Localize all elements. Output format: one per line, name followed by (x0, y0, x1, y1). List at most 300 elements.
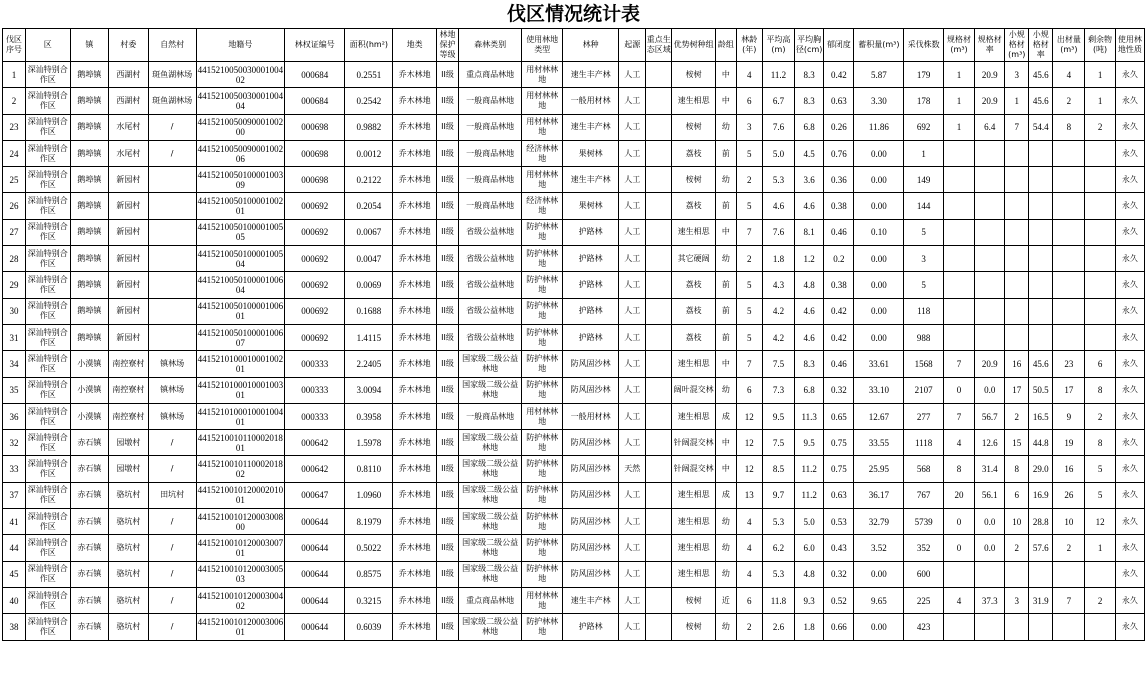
table-cell: 前 (715, 140, 736, 166)
table-cell: 永久 (1115, 193, 1144, 219)
table-cell: 000692 (285, 272, 345, 298)
table-cell: 斑鱼湖林场 (148, 62, 196, 88)
table-cell (646, 614, 672, 640)
table-row (3, 114, 1145, 140)
table-cell: 8.3 (795, 88, 824, 114)
table-cell: 441521010001000100201 (196, 351, 284, 377)
table-cell: 441521005003000100404 (196, 88, 284, 114)
table-cell: 28.8 (1029, 509, 1053, 535)
table-cell: 5.3 (762, 561, 794, 587)
table-cell: II级 (437, 140, 459, 166)
table-cell: 000692 (285, 298, 345, 324)
table-cell: 深汕特别合作区 (25, 456, 70, 482)
table-cell: 乔木林地 (393, 351, 437, 377)
table-cell: 8.1 (795, 219, 824, 245)
table-cell: 15 (1005, 430, 1029, 456)
table-cell: 镇林场 (148, 351, 196, 377)
table-cell: 4.6 (795, 193, 824, 219)
table-cell: / (148, 561, 196, 587)
table-cell: 5 (904, 219, 944, 245)
table-cell: 0.2542 (345, 88, 393, 114)
table-cell: 41 (3, 509, 26, 535)
table-cell (1053, 272, 1085, 298)
table-cell: 5 (736, 324, 762, 350)
table-cell (148, 219, 196, 245)
table-cell: 000644 (285, 509, 345, 535)
table-cell: 2107 (904, 377, 944, 403)
table-cell: / (148, 114, 196, 140)
table-cell: II级 (437, 193, 459, 219)
table-cell: 0.46 (824, 351, 854, 377)
table-cell: 1 (1085, 62, 1115, 88)
table-cell: 鹅埠镇 (70, 298, 109, 324)
table-cell (975, 246, 1005, 272)
table-cell: 一般商品林地 (458, 403, 522, 429)
table-cell: 0.38 (824, 193, 854, 219)
column-header: 起源 (619, 29, 646, 62)
table-cell: 441521005010000100201 (196, 193, 284, 219)
table-cell (943, 272, 974, 298)
table-cell: 速生相思 (672, 509, 716, 535)
table-cell: 防护林林地 (522, 614, 563, 640)
table-cell: 用材林林地 (522, 167, 563, 193)
table-cell: 441521010001000100401 (196, 403, 284, 429)
table-cell: 近 (715, 587, 736, 613)
table-cell: 国家级二级公益林地 (458, 561, 522, 587)
table-cell: 20 (943, 482, 974, 508)
table-cell: 34 (3, 351, 26, 377)
table-cell: 0.00 (854, 140, 904, 166)
table-cell: 000698 (285, 167, 345, 193)
table-cell: 5.0 (795, 509, 824, 535)
table-cell: 1 (943, 88, 974, 114)
table-cell: 鹅埠镇 (70, 219, 109, 245)
table-cell: 45 (3, 561, 26, 587)
table-cell: 深汕特别合作区 (25, 272, 70, 298)
table-cell: 2 (1085, 587, 1115, 613)
table-cell: 永久 (1115, 246, 1144, 272)
table-cell: 25.95 (854, 456, 904, 482)
table-cell: 人工 (619, 535, 646, 561)
table-cell: 179 (904, 62, 944, 88)
table-cell: 568 (904, 456, 944, 482)
table-cell: 中 (715, 219, 736, 245)
table-cell (148, 324, 196, 350)
table-cell: 防护林林地 (522, 298, 563, 324)
table-cell (1005, 246, 1029, 272)
table-cell: 352 (904, 535, 944, 561)
table-cell (646, 377, 672, 403)
table-cell: 000647 (285, 482, 345, 508)
table-cell: 乔木林地 (393, 509, 437, 535)
table-cell: 0.0047 (345, 246, 393, 272)
table-cell (646, 561, 672, 587)
table-cell: 防护林林地 (522, 509, 563, 535)
table-cell: 4.3 (762, 272, 794, 298)
table-cell: 3 (1005, 587, 1029, 613)
table-cell: II级 (437, 430, 459, 456)
table-cell: 0.63 (824, 482, 854, 508)
table-cell: 4 (943, 587, 974, 613)
table-cell: 速生相思 (672, 482, 716, 508)
table-cell: 9.3 (795, 587, 824, 613)
table-cell: 0.2551 (345, 62, 393, 88)
table-cell: 1 (1085, 535, 1115, 561)
table-cell: 南控寮村 (109, 377, 149, 403)
table-cell: 000333 (285, 403, 345, 429)
table-cell: 速生相思 (672, 403, 716, 429)
table-cell: 深汕特别合作区 (25, 62, 70, 88)
table-cell (646, 219, 672, 245)
table-row (3, 456, 1145, 482)
table-cell: 护路林 (562, 246, 618, 272)
table-cell (646, 272, 672, 298)
table-cell: 54.4 (1029, 114, 1053, 140)
table-cell: 0.6039 (345, 614, 393, 640)
table-cell: 692 (904, 114, 944, 140)
table-cell: 荔枝 (672, 324, 716, 350)
table-row (3, 614, 1145, 640)
table-cell: 1 (3, 62, 26, 88)
table-cell: 4.6 (795, 324, 824, 350)
column-header: 平均胸径(cm) (795, 29, 824, 62)
table-cell: 防护林林地 (522, 246, 563, 272)
table-cell (646, 193, 672, 219)
table-cell: 深汕特别合作区 (25, 298, 70, 324)
table-cell: 5.0 (762, 140, 794, 166)
table-cell: 1 (1005, 88, 1029, 114)
table-cell: 0.32 (824, 377, 854, 403)
column-header: 平均高(m) (762, 29, 794, 62)
table-cell: 6 (736, 377, 762, 403)
table-cell (646, 430, 672, 456)
table-cell: 23 (1053, 351, 1085, 377)
table-cell (943, 193, 974, 219)
table-cell: 0.2122 (345, 167, 393, 193)
table-cell: II级 (437, 298, 459, 324)
table-cell: 防护林林地 (522, 561, 563, 587)
table-cell: 1568 (904, 351, 944, 377)
table-cell: 0.76 (824, 140, 854, 166)
table-cell: 5 (1085, 482, 1115, 508)
table-cell: 441521005010000100607 (196, 324, 284, 350)
table-cell: 0.36 (824, 167, 854, 193)
table-cell: 一般用材林 (562, 88, 618, 114)
table-cell: 0.00 (854, 324, 904, 350)
table-cell (943, 298, 974, 324)
table-cell (1005, 298, 1029, 324)
table-cell: 防护林林地 (522, 351, 563, 377)
table-cell: 3.30 (854, 88, 904, 114)
table-cell: 7 (1005, 114, 1029, 140)
table-cell: 000692 (285, 324, 345, 350)
table-cell: 乔木林地 (393, 114, 437, 140)
column-header: 地类 (393, 29, 437, 62)
table-cell: 新园村 (109, 272, 149, 298)
table-cell: 1 (904, 140, 944, 166)
table-cell: 000692 (285, 219, 345, 245)
table-cell (1085, 193, 1115, 219)
column-header: 规格材(m³) (943, 29, 974, 62)
table-cell: 防风固沙林 (562, 482, 618, 508)
table-cell: 0.65 (824, 403, 854, 429)
table-cell: 5 (736, 140, 762, 166)
table-row (3, 482, 1145, 508)
table-cell: 国家级二级公益林地 (458, 456, 522, 482)
table-cell: 深汕特别合作区 (25, 193, 70, 219)
table-cell: 28 (3, 246, 26, 272)
table-cell: II级 (437, 377, 459, 403)
table-cell: 6.7 (762, 88, 794, 114)
table-cell: 省级公益林地 (458, 324, 522, 350)
table-cell: 荔枝 (672, 193, 716, 219)
table-row (3, 140, 1145, 166)
table-cell: 37.3 (975, 587, 1005, 613)
table-cell: 乔木林地 (393, 561, 437, 587)
column-header: 优势树种组 (672, 29, 716, 62)
table-cell: 6 (1085, 351, 1115, 377)
table-cell: 防护林林地 (522, 482, 563, 508)
table-cell: 护路林 (562, 272, 618, 298)
table-cell: 一般商品林地 (458, 193, 522, 219)
table-cell: 000644 (285, 614, 345, 640)
table-cell: 000644 (285, 587, 345, 613)
table-cell (1053, 324, 1085, 350)
table-cell: 0.5022 (345, 535, 393, 561)
table-cell: 6.4 (975, 114, 1005, 140)
table-cell (1053, 167, 1085, 193)
table-cell: 深汕特别合作区 (25, 614, 70, 640)
table-cell: / (148, 140, 196, 166)
table-cell: 7.5 (762, 430, 794, 456)
table-cell: 防护林林地 (522, 377, 563, 403)
table-cell: 永久 (1115, 509, 1144, 535)
table-cell: 6 (736, 88, 762, 114)
table-cell: 新园村 (109, 167, 149, 193)
table-cell: 乔木林地 (393, 272, 437, 298)
table-cell: II级 (437, 167, 459, 193)
column-header: 规格材率 (975, 29, 1005, 62)
table-cell: 人工 (619, 587, 646, 613)
table-cell: 中 (715, 456, 736, 482)
table-row (3, 219, 1145, 245)
table-cell: 26 (1053, 482, 1085, 508)
table-cell: 鹅埠镇 (70, 324, 109, 350)
table-cell: 000698 (285, 114, 345, 140)
column-header: 采伐株数 (904, 29, 944, 62)
table-cell: 人工 (619, 219, 646, 245)
table-cell: 3 (904, 246, 944, 272)
table-cell: II级 (437, 324, 459, 350)
table-cell: 幼 (715, 167, 736, 193)
table-cell: 乔木林地 (393, 140, 437, 166)
table-cell: 永久 (1115, 561, 1144, 587)
table-cell: 赤石镇 (70, 509, 109, 535)
table-cell: 8 (943, 456, 974, 482)
table-cell: 0.00 (854, 246, 904, 272)
table-cell: 深汕特别合作区 (25, 430, 70, 456)
table-cell: 速生丰产林 (562, 114, 618, 140)
table-cell: 32 (3, 430, 26, 456)
table-cell: 防风固沙林 (562, 351, 618, 377)
table-cell: 50.5 (1029, 377, 1053, 403)
table-cell: 人工 (619, 140, 646, 166)
table-cell (1005, 219, 1029, 245)
table-cell: II级 (437, 482, 459, 508)
table-cell: 441521010001000100301 (196, 377, 284, 403)
table-cell (1029, 298, 1053, 324)
table-cell: 针阔混交林 (672, 430, 716, 456)
table-cell: 防护林林地 (522, 535, 563, 561)
table-cell (943, 246, 974, 272)
table-cell: 144 (904, 193, 944, 219)
table-cell: 178 (904, 88, 944, 114)
table-cell: 000333 (285, 351, 345, 377)
table-cell (975, 614, 1005, 640)
table-cell: 省级公益林地 (458, 272, 522, 298)
table-cell: / (148, 509, 196, 535)
table-cell: 11.2 (795, 456, 824, 482)
table-header (3, 29, 1145, 62)
table-cell (646, 324, 672, 350)
table-cell: 永久 (1115, 62, 1144, 88)
table-cell: 南控寮村 (109, 403, 149, 429)
table-cell: 赤石镇 (70, 535, 109, 561)
table-cell: 32.79 (854, 509, 904, 535)
table-row (3, 561, 1145, 587)
table-row (3, 351, 1145, 377)
table-cell: 4.2 (762, 324, 794, 350)
table-cell (646, 587, 672, 613)
table-cell: 人工 (619, 167, 646, 193)
table-cell: 省级公益林地 (458, 298, 522, 324)
table-cell: 深汕特别合作区 (25, 219, 70, 245)
table-cell: 57.6 (1029, 535, 1053, 561)
table-cell (1085, 298, 1115, 324)
table-cell: 44.8 (1029, 430, 1053, 456)
table-cell: 速生丰产林 (562, 62, 618, 88)
table-cell: 37 (3, 482, 26, 508)
table-cell: 4 (736, 561, 762, 587)
table-cell: 乔木林地 (393, 430, 437, 456)
table-cell: 0 (943, 377, 974, 403)
table-cell: 中 (715, 88, 736, 114)
column-header: 林权证编号 (285, 29, 345, 62)
table-cell: 骆坑村 (109, 482, 149, 508)
table-cell: 30 (3, 298, 26, 324)
table-cell: 000684 (285, 88, 345, 114)
table-cell: 永久 (1115, 140, 1144, 166)
table-cell: 441521001012000300800 (196, 509, 284, 535)
table-cell: 园墩村 (109, 430, 149, 456)
table-cell: 深汕特别合作区 (25, 324, 70, 350)
table-cell: 防风固沙林 (562, 430, 618, 456)
table-cell: 小漠镇 (70, 351, 109, 377)
table-cell: 0.3215 (345, 587, 393, 613)
table-cell: 12 (736, 430, 762, 456)
table-cell: 人工 (619, 298, 646, 324)
table-cell: 1.2 (795, 246, 824, 272)
table-cell: 2 (736, 167, 762, 193)
table-cell: 0.42 (824, 298, 854, 324)
table-cell: 永久 (1115, 351, 1144, 377)
table-cell: 2 (1085, 403, 1115, 429)
table-cell: 永久 (1115, 403, 1144, 429)
table-cell: 20.9 (975, 351, 1005, 377)
table-cell (1053, 298, 1085, 324)
table-cell: 一般商品林地 (458, 88, 522, 114)
table-cell (646, 167, 672, 193)
table-cell: 23 (3, 114, 26, 140)
table-cell: 永久 (1115, 535, 1144, 561)
table-cell: II级 (437, 351, 459, 377)
table-cell: 441521001011000201802 (196, 456, 284, 482)
table-cell: 000692 (285, 246, 345, 272)
table-cell: 鹅埠镇 (70, 62, 109, 88)
table-cell: 人工 (619, 193, 646, 219)
table-cell (1005, 324, 1029, 350)
table-cell: 荔枝 (672, 298, 716, 324)
table-cell: 000642 (285, 456, 345, 482)
table-cell: 护路林 (562, 219, 618, 245)
table-cell: II级 (437, 219, 459, 245)
table-cell: 31.4 (975, 456, 1005, 482)
table-cell: 人工 (619, 377, 646, 403)
table-cell: 永久 (1115, 614, 1144, 640)
table-cell (1053, 219, 1085, 245)
table-cell: 田坑村 (148, 482, 196, 508)
table-cell: 斑鱼湖林场 (148, 88, 196, 114)
table-cell: 2 (1005, 535, 1029, 561)
table-cell: II级 (437, 272, 459, 298)
page-title: 伐区情况统计表 (506, 3, 640, 25)
table-cell: 225 (904, 587, 944, 613)
column-header: 使用林地类型 (522, 29, 563, 62)
table-cell: 赤石镇 (70, 587, 109, 613)
table-cell (1005, 167, 1029, 193)
table-cell: 17 (1053, 377, 1085, 403)
table-cell: 12 (1085, 509, 1115, 535)
table-cell: 441521001012000201001 (196, 482, 284, 508)
table-cell: 骆坑村 (109, 509, 149, 535)
table-cell: 2 (1085, 114, 1115, 140)
table-cell: 小漠镇 (70, 377, 109, 403)
table-cell: II级 (437, 246, 459, 272)
column-header: 林地保护等级 (437, 29, 459, 62)
table-cell (646, 403, 672, 429)
table-cell: 0.0069 (345, 272, 393, 298)
table-cell: 2 (1053, 535, 1085, 561)
table-cell: 永久 (1115, 114, 1144, 140)
table-cell: 防护林林地 (522, 456, 563, 482)
table-cell (1005, 561, 1029, 587)
table-cell: 0.52 (824, 587, 854, 613)
table-cell: 深汕特别合作区 (25, 351, 70, 377)
table-cell: 幼 (715, 114, 736, 140)
table-cell (1085, 167, 1115, 193)
table-cell (1053, 246, 1085, 272)
table-cell: / (148, 535, 196, 561)
table-cell: 重点商品林地 (458, 587, 522, 613)
table-cell: 4 (736, 509, 762, 535)
table-cell: 6.2 (762, 535, 794, 561)
table-cell: 用材林林地 (522, 114, 563, 140)
table-cell: 乔木林地 (393, 614, 437, 640)
table-cell: 省级公益林地 (458, 246, 522, 272)
table-cell: 45.6 (1029, 62, 1053, 88)
table-cell: 深汕特别合作区 (25, 482, 70, 508)
table-cell: 国家级二级公益林地 (458, 535, 522, 561)
